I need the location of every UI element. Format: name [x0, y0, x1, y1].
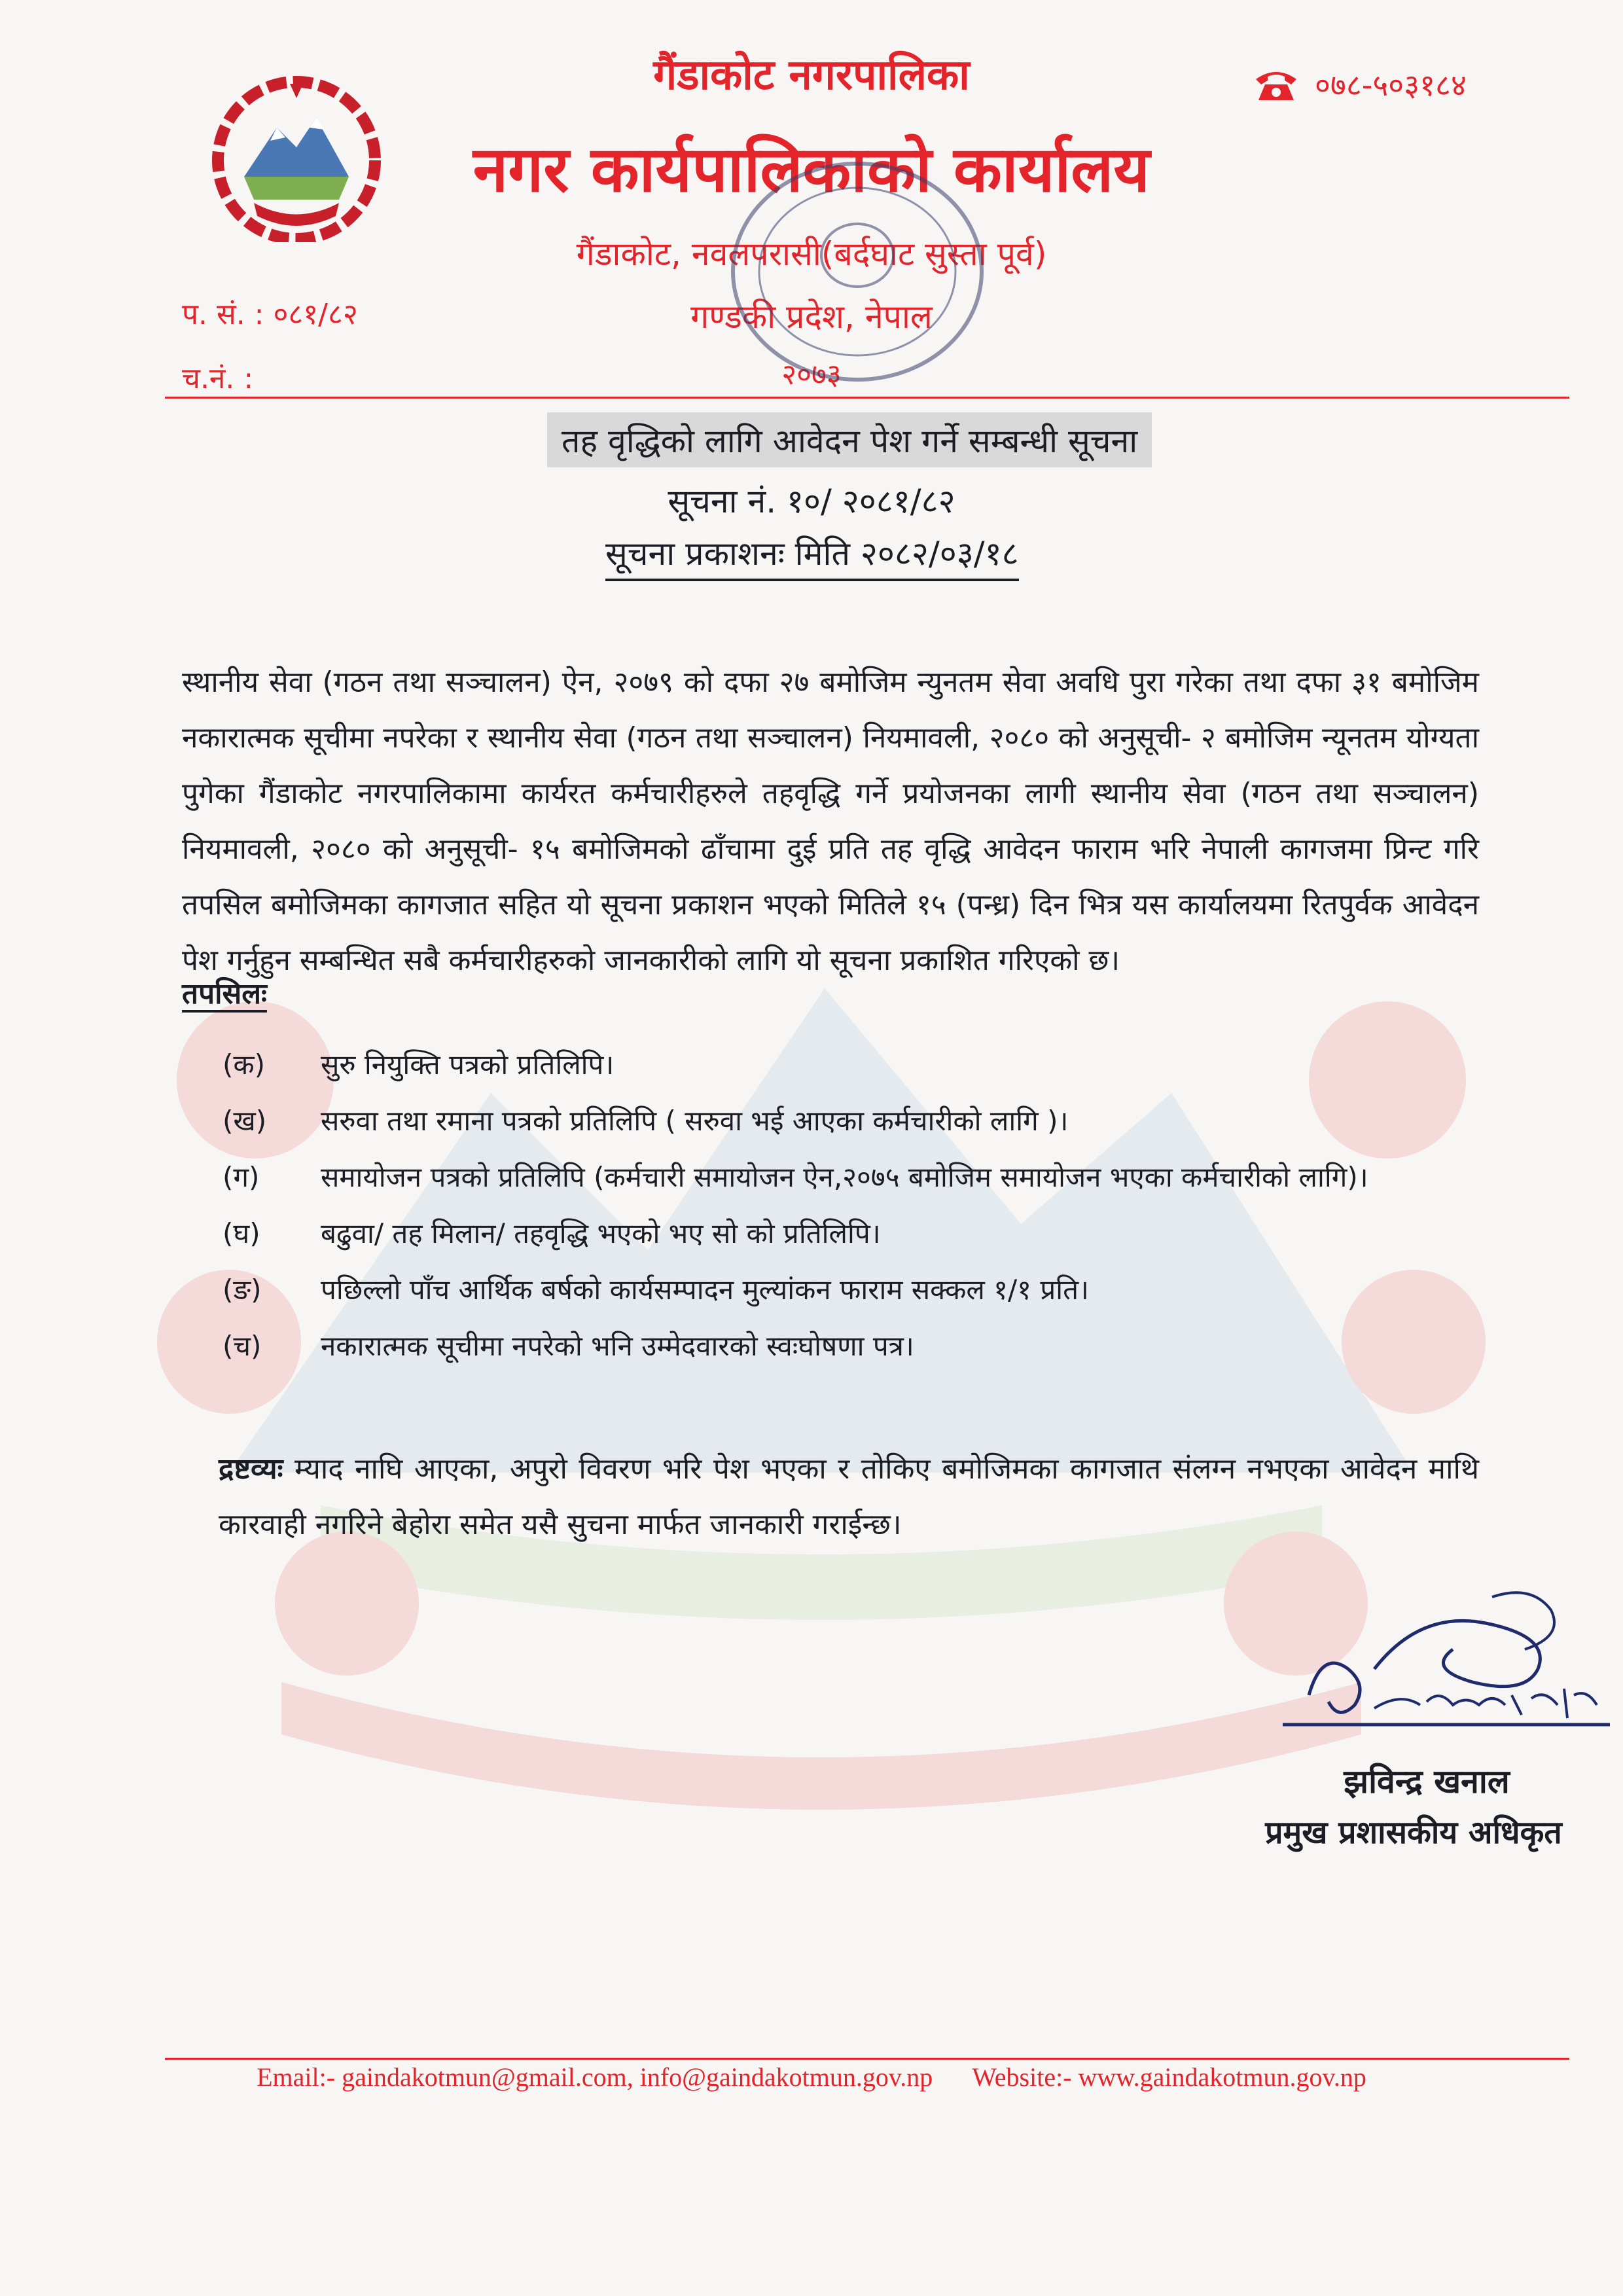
list-item-label: (च): [223, 1329, 262, 1362]
list-item-label: (ख): [223, 1104, 267, 1137]
list-item: [223, 1148, 1499, 1204]
signatory-title: प्रमुख प्रशासकीय अधिकृत: [1265, 1814, 1562, 1851]
list-item: [223, 1261, 1499, 1317]
notice-number: सूचना नं. १०/ २०८१/८२: [668, 482, 955, 520]
list-item-text: समायोजन पत्रको प्रतिलिपि (कर्मचारी समायोजन ऐन,२०७५ बमोजिम समायोजन भएका कर्मचारीको लागि)।: [321, 1160, 1368, 1193]
office-title: नगर कार्यपालिकाको कार्यालय: [473, 133, 1150, 206]
letter-reference-number: प. सं. : ०८१/८२: [182, 298, 358, 331]
footer-email: Email:- gaindakotmun@gmail.com, info@gaindakotmun.gov.np: [257, 2062, 933, 2092]
list-item-text: नकारात्मक सूचीमा नपरेको भनि उम्मेदवारको स्वःघोषणा पत्र।: [321, 1329, 914, 1362]
phone-number: [1253, 64, 1467, 105]
list-item-text: बढुवा/ तह मिलान/ तहवृद्धि भएको भए सो को प्रतिलिपि।: [321, 1217, 881, 1249]
office-name: गैंडाकोट नगरपालिका: [653, 51, 970, 99]
list-item-label: (घ): [223, 1217, 260, 1249]
footer-contact: [0, 2062, 1623, 2092]
list-item-text: पछिल्लो पाँच आर्थिक बर्षको कार्यसम्पादन मुल्यांकन फाराम सक्कल १/१ प्रति।: [321, 1273, 1089, 1306]
notice-body-paragraph: स्थानीय सेवा (गठन तथा सञ्चालन) ऐन, २०७९ को दफा २७ बमोजिम न्युनतम सेवा अवधि पुरा गरेका तथा दफा ३१ बमोजिम नकारात्मक सूचीमा नपरेका र स्थानीय सेवा (गठन तथा सञ्चालन) नियमावली, २०८० को अनुसूची- २ बमोजिम न्यूनतम योग्यता पुगेका गैंडाकोट नगरपालिकामा कार्यरत कर्मचारीहरुले तहवृद्धि गर्ने प्रयोजनका लागी स्थानीय सेवा (गठन तथा सञ्चालन) नियमावली, २०८० को अनुसूची- १५ बमोजिमको ढाँचामा दुई प्रति तह वृद्धि आवेदन फाराम भरि नेपाली कागजमा प्रिन्ट गरि तपसिल बमोजिमका कागजात सहित यो सूचना प्रकाशन भएको मितिले १५ (पन्ध्र) दिन भित्र यस कार्यालयमा रितपुर्वक आवेदन पेश गर्नुहुन सम्बन्धित सबै कर्मचारीहरुको जानकारीको लागि यो सूचना प्रकाशित गरिएको छ।: [182, 666, 1479, 977]
note-label: द्रष्टव्यः: [219, 1452, 283, 1486]
list-item: [223, 1317, 1499, 1373]
list-item-text: सरुवा तथा रमाना पत्रको प्रतिलिपि ( सरुवा भई आएका कर्मचारीको लागि )।: [321, 1104, 1069, 1137]
office-address: गैंडाकोट, नवलपरासी(बर्दघाट सुस्ता पूर्व): [576, 235, 1047, 273]
list-item-label: (ङ): [223, 1273, 262, 1306]
notice-title: तह वृद्धिको लागि आवेदन पेश गर्ने सम्बन्धी सूचना: [547, 412, 1152, 467]
telephone-icon: [1253, 67, 1299, 101]
header-divider: [165, 397, 1569, 399]
note-text: म्याद नाघि आएका, अपुरो विवरण भरि पेश भएका र तोकिए बमोजिमका कागजात संलग्न नभएका आवेदन माथि कारवाही नगरिने बेहोरा समेत यसै सुचना मार्फत जानकारी गराईन्छ।: [219, 1452, 1479, 1541]
footer-website: Website:- www.gaindakotmun.gov.np: [972, 2062, 1366, 2092]
list-item: [223, 1092, 1499, 1148]
office-stamp-icon: [720, 151, 995, 393]
schedule-list: [223, 1035, 1499, 1373]
signatory-name: झविन्द्र खनाल: [1344, 1763, 1510, 1801]
established-year: २०७३: [781, 358, 842, 391]
footer-divider: [165, 2058, 1569, 2060]
list-item-label: (क): [223, 1048, 266, 1081]
notice-publication-date: सूचना प्रकाशनः मिति २०८२/०३/१८: [605, 530, 1019, 581]
office-province: गण्डकी प्रदेश, नेपाल: [690, 298, 933, 336]
handwritten-signature: [1276, 1571, 1616, 1754]
list-item-text: सुरु नियुक्ति पत्रको प्रतिलिपि।: [321, 1048, 615, 1081]
list-item-label: (ग): [223, 1160, 260, 1193]
schedule-heading: तपसिलः: [182, 977, 267, 1011]
list-item: [223, 1035, 1499, 1092]
dispatch-number: च.नं. :: [182, 362, 254, 395]
list-item: [223, 1204, 1499, 1261]
phone-number-text: ०७८-५०३१८४: [1315, 67, 1467, 103]
note-paragraph: [219, 1441, 1479, 1552]
